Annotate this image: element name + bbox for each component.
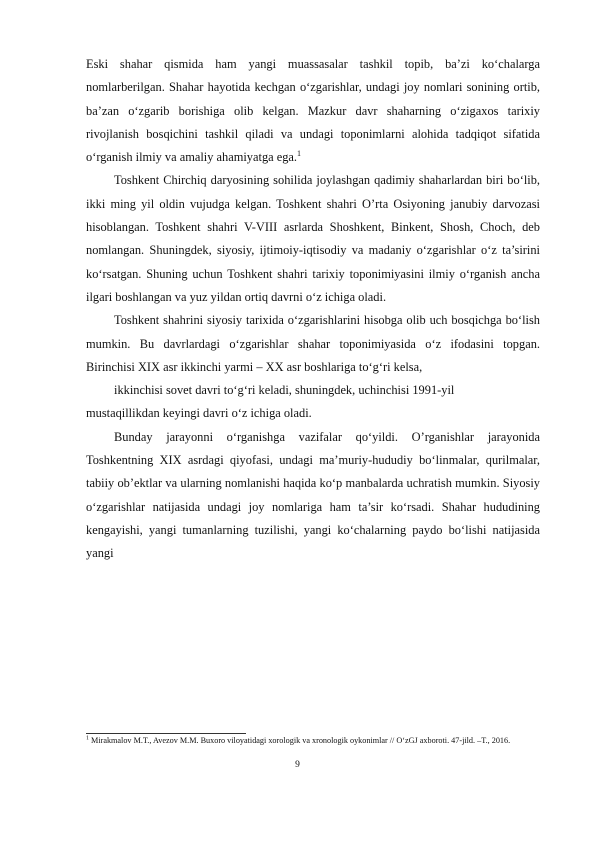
paragraph-2: Toshkent Chirchiq daryosining sohilida joylashgan qadimiy shaharlardan biri bo‘lib, ikki ming yil oldin vujudga kelgan. Toshkent shahri O’rta Osiyoning janubiy darvozasi hisoblangan. Toshkent shahri V-VIII asrlarda Shoshkent, Binkent, Shosh, Choch, deb nomlangan. Shuningdek, siyosiy, ijtimoiy-iqtisodiy va madaniy o‘zgarishlar o‘z ta’sirini ko‘rsatgan. Shuning uchun Toshkent shahri tarixiy toponimiyasini ilmiy o‘rganish ancha ilgari boshlangan va yuz yildan ortiq davrni o‘z ichiga oladi. <box>86 173 540 304</box>
footnote-separator <box>86 733 246 734</box>
footnote-text: Mirakmalov M.T., Avezov M.M. Buxoro viloyatidagi xorologik va xronologik oykonimlar // O‘zGJ axboroti. 47-jild. –T., 2016. <box>89 736 511 745</box>
page-number: 9 <box>295 760 300 770</box>
footnote <box>86 735 540 746</box>
paragraph-5: Bunday jarayonni o‘rganishga vazifalar qo‘yildi. O’rganishlar jarayonida Toshkentning XIX asrdagi qiyofasi, undagi ma’muriy-hududiy bo‘linmalar, qurilmalar, tabiiy ob’ektlar va ularning nomlanishi haqida ko‘p manbalarda uchratish mumkin. Siyosiy o‘zgarishlar natijasida undagi joy nomlariga ham ta’sir ko‘rsadi. Shahar hududining kengayishi, yangi tumanlarning tuzilishi, yangi ko‘chalarning paydo bo‘lishi natijasida yangi <box>86 429 540 561</box>
footnote-reference[interactable]: 1 <box>297 149 302 159</box>
paragraph-4-line-1: ikkinchisi sovet davri to‘g‘ri keladi, shuningdek, uchinchisi 1991-yil <box>114 383 455 398</box>
document-body <box>86 53 540 566</box>
paragraph-3: Toshkent shahrini siyosiy tarixida o‘zgarishlarini hisobga olib uch bosqichga bo‘lish mumkin. Bu davrlardagi o‘zgarishlar shahar toponimiyasida o‘z ifodasini topgan. Birinchisi XIX asr ikkinchi yarmi – XX asr boshlariga to‘g‘ri kelsa, <box>86 313 540 374</box>
paragraph-1 <box>86 53 540 169</box>
paragraph-4-line-2: mustaqillikdan keyingi davri o‘z ichiga oladi. <box>86 406 312 421</box>
paragraph-1-text: Eski shahar qismida ham yangi muassasalar tashkil topib, ba’zi ko‘chalarga nomlarberilgan. Shahar hayotida kechgan o‘zgarishlar, undagi joy nomlari sonining ortib, ba’zan o‘zgarib borishiga olib kelgan. Mazkur davr shaharning o‘zigaxos tarixiy rivojlanish bosqichini tashkil qiladi va undagi toponimlarni alohida tadqiqot sifatida o‘rganish ilmiy va amaliy ahamiyatga ega. <box>86 57 540 165</box>
footnote-number: 1 <box>86 735 89 742</box>
